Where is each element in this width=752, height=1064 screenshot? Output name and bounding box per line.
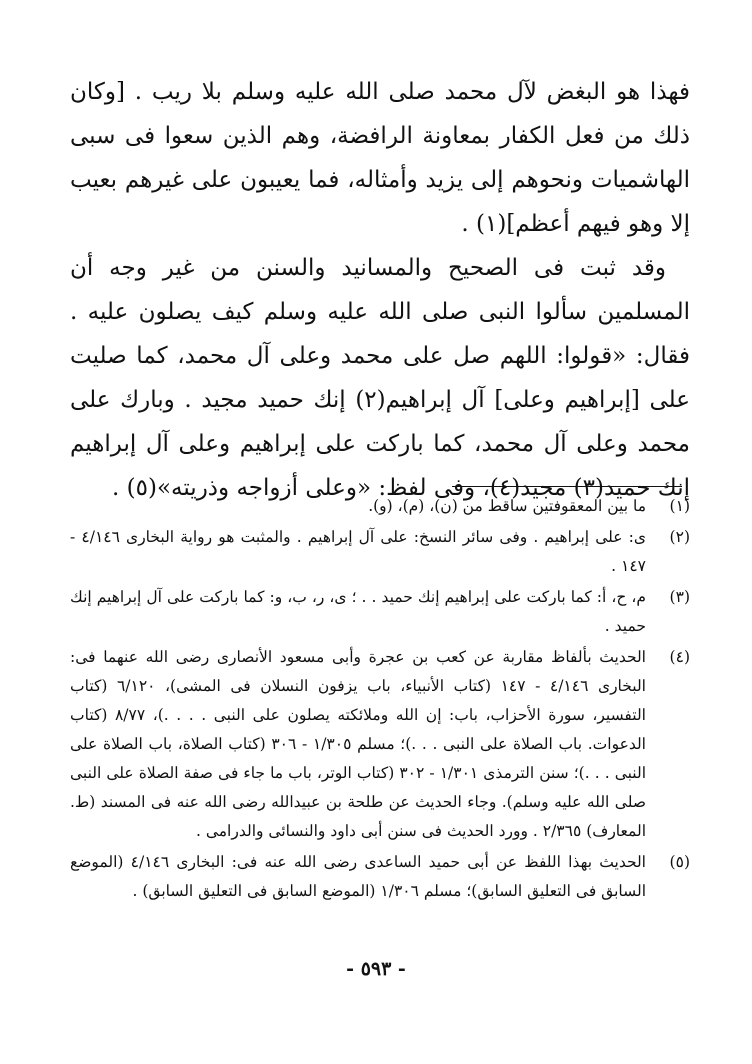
footnote-number: (٣)	[669, 588, 690, 606]
footnotes	[70, 492, 690, 908]
footnote-number: (٢)	[669, 528, 690, 546]
footnote-number: (١)	[669, 497, 690, 515]
footnote	[70, 643, 690, 846]
page-number: - ٥٩٣ -	[346, 958, 406, 980]
footnote-text: الحديث بهذا اللفظ عن أبى حميد الساعدى رضى الله عنه فى: البخارى ٤/١٤٦ (الموضع السابق فى التعليق السابق)؛ مسلم ١/٣٠٦ (الموضع السابق فى التعليق السابق) .	[70, 853, 646, 900]
body-paragraph-1: فهذا هو البغض لآل محمد صلى الله عليه وسلم بلا ريب . [وكان ذلك من فعل الكفار بمعاونة الرافضة، وهم الذين سعوا فى سبى الهاشميات ونحوهم إلى يزيد وأمثاله، فما يعيبون على غيرهم بعيب إلا وهو فيهم أعظم](١) .	[70, 79, 690, 237]
footnote-text: ما بين المعقوفتين ساقط من (ن)، (م)، (و).	[368, 497, 646, 515]
body-paragraph-2: وقد ثبت فى الصحيح والمسانيد والسنن من غير وجه أن المسلمين سألوا النبى صلى الله عليه وسلم كيف يصلون عليه . فقال: «قولوا: اللهم صل على محمد وعلى آل محمد، كما صليت على [إبراهيم وعلى] آل إبراهيم(٢) إنك حميد مجيد . وبارك على محمد وعلى آل محمد، كما باركت على إبراهيم وعلى آل إبراهيم إنك حميد(٣) مجيد(٤)، وفى لفظ: «وعلى أزواجه وذريته»(٥) .	[70, 255, 690, 501]
footnote-number: (٥)	[669, 853, 690, 871]
footnote	[70, 523, 690, 581]
footnote-text: ى: على إبراهيم . وفى سائر النسخ: على آل إبراهيم . والمثبت هو رواية البخارى ٤/١٤٦ - ١٤٧ .	[70, 528, 647, 575]
footnote	[70, 848, 690, 906]
footnote-text: م، ح، أ: كما باركت على إبراهيم إنك حميد . . ؛ ى، ر، ب، و: كما باركت على آل إبراهيم إنك حميد .	[70, 588, 646, 635]
footnote	[70, 492, 690, 521]
footnote-divider	[452, 486, 682, 487]
footnote	[70, 583, 690, 641]
footnote-number: (٤)	[669, 648, 690, 666]
main-text	[70, 70, 690, 510]
footnote-text: الحديث بألفاظ مقاربة عن كعب بن عجرة وأبى مسعود الأنصارى رضى الله عنهما فى: البخارى ٤/١٤٦ - ١٤٧ (كتاب الأنبياء، باب يزفون النسلان فى المشى)، ٦/١٢٠ (كتاب التفسير، سورة الأحزاب، باب: إن الله وملائكته يصلون على النبى . . . .)، ٨/٧٧ (كتاب الدعوات. باب الصلاة على النبى . . .)؛ مسلم ١/٣٠٥ - ٣٠٦ (كتاب الصلاة، باب الصلاة على النبى . . .)؛ سنن الترمذى ١/٣٠١ - ٣٠٢ (كتاب الوتر، باب ما جاء فى صفة الصلاة على النبى صلى الله عليه وسلم). وجاء الحديث عن طلحة بن عبيدالله رضى الله عنه فى المسند (ط. المعارف) ٢/٣٦٥ . وورد الحديث فى سنن أبى داود والنسائى والدرامى .	[70, 648, 646, 840]
